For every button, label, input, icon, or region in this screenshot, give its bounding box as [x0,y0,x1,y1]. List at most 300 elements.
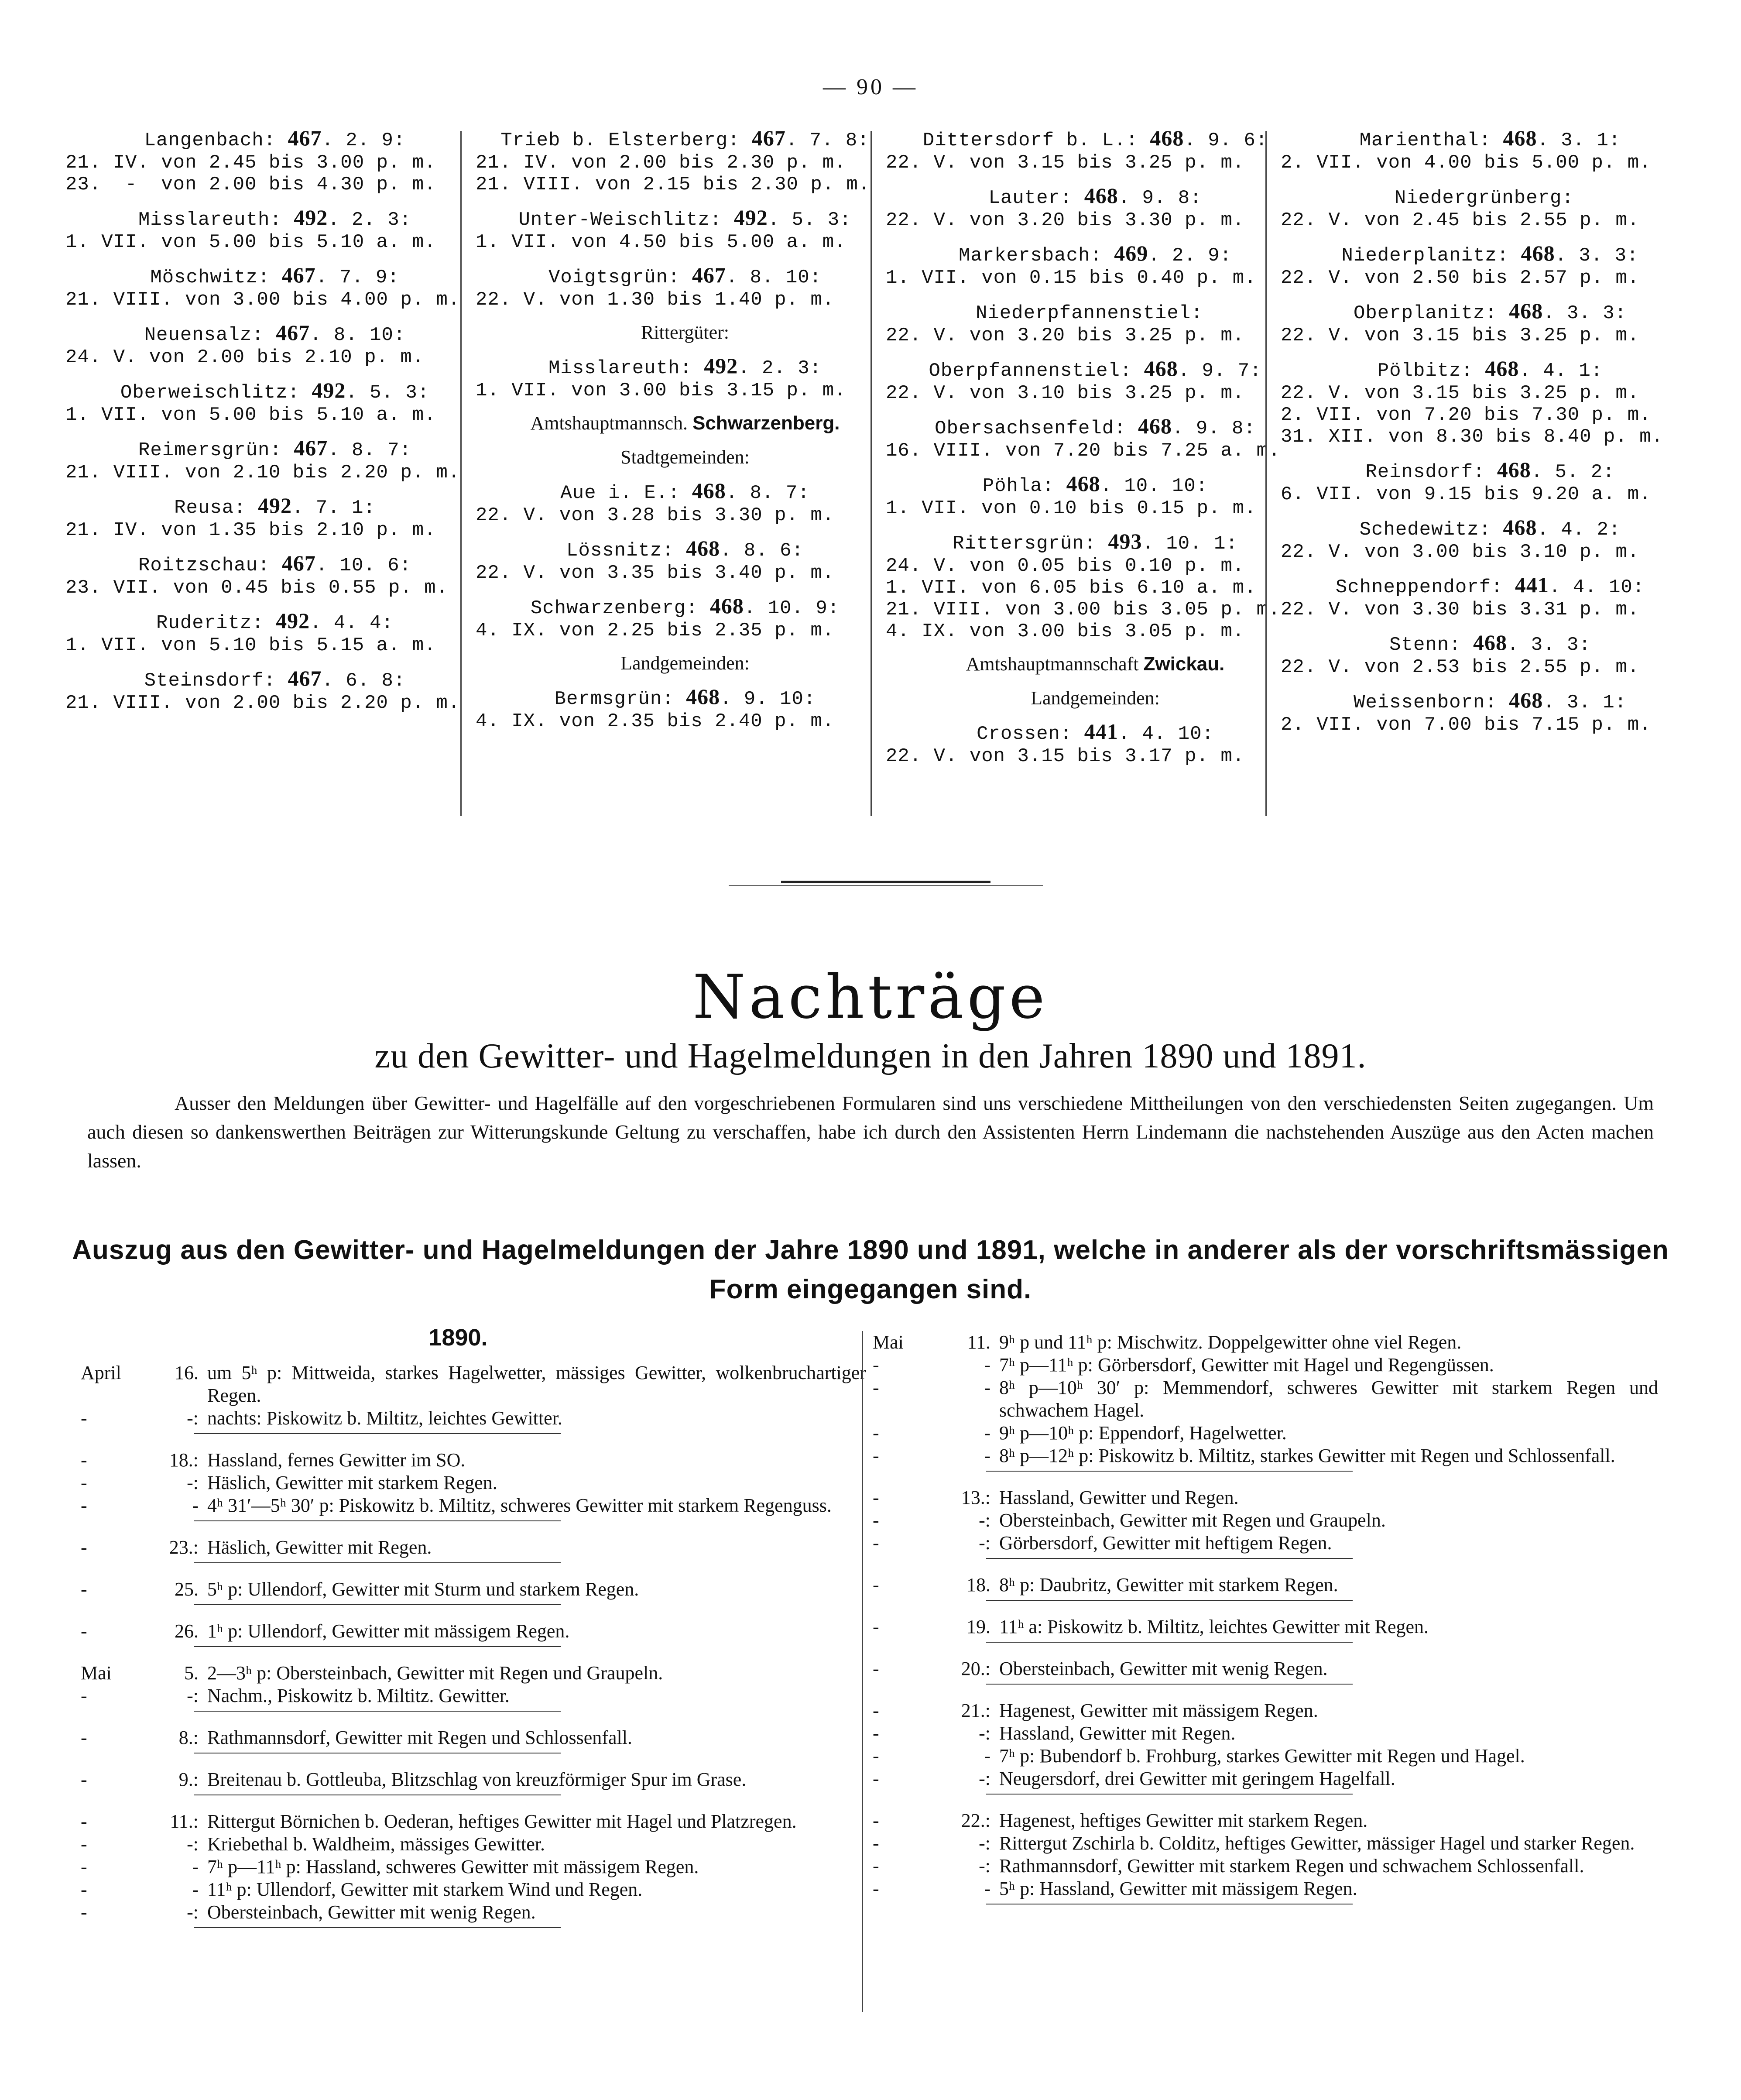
map-sheet-number: 468 [1066,471,1100,496]
time-record: 22. V. von 3.20 bis 3.30 p. m. [886,209,1245,231]
map-sheet-number: 492 [294,205,328,230]
report-day: - [192,1495,199,1516]
time-record: 6. VII. von 9.15 bis 9.20 a. m. [1281,484,1652,505]
place-name: Reinsdorf: [1365,461,1485,483]
place-name: Steinsdorf: [144,670,276,692]
place-line [65,609,484,635]
report-text: nachts: Piskowitz b. Miltitz, leichtes Gewitter. [207,1407,562,1429]
report-month: - [81,1901,87,1923]
register-entry [65,264,484,311]
grid-reference: . 2. 3: [738,357,822,379]
report-text: 9ʰ p und 11ʰ p: Mischwitz. Doppelgewitter ohne viel Regen. [999,1331,1462,1353]
place-line [476,594,894,620]
register-entry [886,472,1305,519]
register-entry [886,720,1305,767]
report-text: Obersteinbach, Gewitter mit wenig Regen. [999,1658,1328,1679]
column-rule [1265,131,1267,816]
time-record: 22. V. von 3.35 bis 3.40 p. m. [476,562,835,584]
time-record: 21. IV. von 2.00 bis 2.30 p. m. [476,152,847,174]
map-sheet-number: 468 [1144,356,1178,381]
place-name: Niederplanitz: [1341,245,1509,267]
report-day: 20.: [961,1658,990,1679]
grid-reference: . 3. 1: [1543,692,1627,714]
register-entry [886,127,1305,174]
report-text: um 5ʰ p: Mittweida, starkes Hagelwetter, mässiges Gewitter, wolkenbruchartiger Regen. [207,1362,866,1406]
time-record: 22. V. von 3.00 bis 3.10 p. m. [1281,541,1640,563]
report-group [873,1657,1658,1685]
register-column-3 [886,127,1305,829]
report-group [81,1768,866,1795]
report-month: - [81,1449,87,1471]
time-record: 22. V. von 2.45 bis 2.55 p. m. [1281,209,1640,231]
report-text: Kriebethal b. Waldheim, mässiges Gewitter. [207,1833,545,1855]
place-name: Aue i. E.: [560,482,680,504]
place-line [65,321,484,347]
report-day: - [984,1354,990,1376]
map-sheet-number: 492 [312,378,346,402]
place-line [886,530,1305,555]
time-record: 31. XII. von 8.30 bis 8.40 p. m. [1281,426,1663,448]
map-sheet-number: 467 [294,436,328,460]
time-record: 4. IX. von 3.00 bis 3.05 p. m. [886,621,1245,642]
subsection-label: Landgemeinden: [1031,687,1160,709]
report-line [81,1833,866,1856]
grid-reference: . 2. 9: [1148,245,1232,267]
place-line [886,415,1305,440]
report-day: 18. [966,1574,990,1596]
time-record: 22. V. von 3.28 bis 3.30 p. m. [476,504,835,526]
report-month: - [81,1472,87,1493]
report-day: -: [187,1901,199,1923]
report-month: - [873,1768,879,1789]
report-day: 25. [175,1578,199,1600]
report-month: - [81,1495,87,1516]
report-text: 4ʰ 31′—5ʰ 30′ p: Piskowitz b. Miltitz, schweres Gewitter mit starkem Regenguss. [207,1495,832,1516]
report-text: Rittergut Zschirla b. Colditz, heftiges Gewitter, mässiger Hagel und starker Regen. [999,1832,1635,1854]
report-line [873,1486,1658,1509]
place-line [886,357,1305,382]
report-line [81,1578,866,1601]
report-text: Rittergut Börnichen b. Oederan, heftiges Gewitter mit Hagel und Platzregen. [207,1811,797,1832]
time-record: 22. V. von 3.30 bis 3.31 p. m. [1281,599,1640,621]
report-day: 18.: [169,1449,199,1471]
time-record: 21. VIII. von 2.15 bis 2.30 p. m. [476,174,870,196]
register-entry [65,379,484,426]
report-line [873,1745,1658,1767]
time-record: 1. VII. von 0.10 bis 0.15 p. m. [886,498,1257,519]
register-entry [886,415,1305,462]
report-month: - [81,1537,87,1558]
report-day: 5. [184,1662,199,1684]
group-rule [194,1520,561,1521]
place-name: Schwarzenberg: [530,597,698,619]
report-day: 23.: [169,1537,199,1558]
place-line [1281,458,1700,484]
report-day: -: [979,1510,990,1531]
report-line [81,1685,866,1707]
report-month: - [873,1700,879,1721]
report-month: - [81,1879,87,1900]
grid-reference: . 5. 2: [1531,461,1615,483]
report-group [873,1809,1658,1904]
report-text: Nachm., Piskowitz b. Miltitz. Gewitter. [207,1685,510,1706]
map-sheet-number: 467 [281,263,316,287]
report-month: - [873,1745,879,1767]
place-line [886,127,1305,152]
report-text: Hagenest, heftiges Gewitter mit starkem Regen. [999,1810,1368,1831]
report-month: - [873,1855,879,1877]
report-day: - [984,1377,990,1398]
report-text: 2—3ʰ p: Obersteinbach, Gewitter mit Regen und Graupeln. [207,1662,663,1684]
map-sheet-number: 468 [1503,515,1537,539]
grid-reference: . 3. 3: [1543,302,1627,324]
time-record: 21. VIII. von 3.00 bis 3.05 p. m. [886,599,1281,621]
report-month: - [873,1810,879,1831]
map-sheet-number: 492 [704,353,738,378]
grid-reference: . 3. 1: [1537,130,1621,151]
report-day: 9.: [178,1769,199,1790]
grid-reference: . 10. 6: [315,555,412,576]
report-month: Mai [873,1331,904,1353]
report-text: 7ʰ p—11ʰ p: Hassland, schweres Gewitter mit mässigem Regen. [207,1856,699,1877]
place-name: Oberpfannenstiel: [929,360,1132,382]
report-line [873,1722,1658,1745]
report-text: 9ʰ p—10ʰ p: Eppendorf, Hagelwetter. [999,1422,1287,1444]
time-record: 2. VII. von 7.20 bis 7.30 p. m. [1281,404,1652,426]
report-text: Hagenest, Gewitter mit mässigem Regen. [999,1700,1318,1721]
group-rule [986,1642,1353,1643]
place-name: Reusa: [174,497,246,519]
place-line [476,479,894,504]
report-line [873,1657,1658,1680]
report-line [873,1509,1658,1532]
page-subtitle: zu den Gewitter- und Hagelmeldungen in den Jahren 1890 und 1891. [374,1037,1367,1075]
grid-reference: . 5. 3: [768,209,852,231]
place-line [65,206,484,231]
report-group [873,1616,1658,1643]
report-line [81,1620,866,1643]
district-heading [476,412,894,435]
report-day: -: [979,1855,990,1877]
report-month: - [873,1487,879,1508]
report-line [873,1445,1658,1467]
report-day: 8.: [178,1727,199,1748]
section-divider [781,881,990,883]
report-month: - [81,1685,87,1706]
time-record: 22. V. von 3.15 bis 3.17 p. m. [886,745,1245,767]
subsection-label: Landgemeinden: [620,652,750,674]
report-group [81,1726,866,1753]
report-text: 5ʰ p: Hassland, Gewitter mit mässigem Regen. [999,1878,1357,1899]
report-text: Hassland, Gewitter mit Regen. [999,1723,1236,1744]
grid-reference: . 4. 4: [310,612,394,634]
place-name: Crossen: [977,723,1073,745]
report-day: 21.: [961,1700,990,1721]
report-day: - [192,1879,199,1900]
map-sheet-number: 468 [686,536,720,560]
report-month: - [873,1832,879,1854]
register-entry [65,552,484,599]
map-sheet-number: 468 [1150,127,1184,150]
register-entry [65,609,484,656]
report-day: 13.: [961,1487,990,1508]
report-group [81,1662,866,1712]
report-line [81,1810,866,1833]
report-day: - [984,1422,990,1444]
place-line [476,264,894,289]
place-line [1281,689,1700,714]
place-line [65,667,484,692]
time-record: 21. VIII. von 3.00 bis 4.00 p. m. [65,289,460,311]
place-name: Langenbach: [144,130,276,151]
register-entry [476,206,894,253]
register-column-2 [476,127,894,829]
place-name: Trieb b. Elsterberg: [500,130,740,151]
grid-reference: . 9. 8: [1172,418,1256,439]
place-name: Voigtsgrün: [548,267,680,288]
subsection-label: Stadtgemeinden: [620,446,750,468]
register-column-4 [1281,127,1700,829]
map-sheet-number: 468 [1473,630,1507,655]
report-line [873,1532,1658,1554]
time-record: 22. V. von 3.20 bis 3.25 p. m. [886,325,1245,347]
report-group [81,1362,866,1434]
district-prefix: Amtshauptmannsch. [530,412,693,434]
grid-reference: . 6. 8: [322,670,406,692]
map-sheet-number: 493 [1108,529,1142,553]
report-day: - [984,1445,990,1466]
group-rule [194,1646,561,1647]
place-line [886,720,1305,745]
time-record: 4. IX. von 2.25 bis 2.35 p. m. [476,620,835,642]
place-line [1281,573,1700,599]
register-entry [1281,516,1700,563]
grid-reference: . 9. 8: [1118,187,1202,209]
grid-reference: . 2. 9: [322,130,406,151]
map-sheet-number: 469 [1114,241,1148,265]
place-name: Stenn: [1389,634,1461,656]
place-name: Pöhla: [982,475,1055,497]
grid-reference: . 8. 10: [310,324,406,346]
place-name: Oberplanitz: [1353,302,1497,324]
place-name: Oberweischlitz: [120,382,300,404]
time-record: 24. V. von 0.05 bis 0.10 p. m. [886,555,1245,577]
place-name: Reimersgrün: [138,439,282,461]
report-group [81,1578,866,1605]
time-record: 23. - von 2.00 bis 4.30 p. m. [65,174,436,196]
time-record: 1. VII. von 6.05 bis 6.10 a. m. [886,577,1257,599]
place-name: Pölbitz: [1377,360,1473,382]
report-month: - [81,1811,87,1832]
district-heading [886,653,1305,676]
grid-reference: . 10. 9: [744,597,840,619]
report-line [81,1494,866,1517]
grid-reference: . 2. 3: [328,209,412,231]
report-month: April [81,1362,121,1383]
column-rule [862,1331,863,2012]
place-line [1281,299,1700,325]
place-name: Neuensalz: [144,324,264,346]
report-line [873,1574,1658,1596]
register-entry [1281,299,1700,347]
group-rule [194,1433,561,1434]
report-day: - [984,1745,990,1767]
report-month: - [873,1422,879,1444]
report-line [81,1362,866,1407]
report-month: - [873,1658,879,1679]
register-entry [65,436,484,484]
map-sheet-number: 468 [1509,688,1543,712]
place-line [886,472,1305,498]
time-record: 21. VIII. von 2.00 bis 2.20 p. m. [65,692,460,714]
intro-paragraph: Ausser den Meldungen über Gewitter- und Hagelfälle auf den vorgeschriebenen Formularen sind uns verschiedene Mittheilungen von den verschiedensten Seiten zugegangen. Um auch diesen so dankenswerthen Beiträgen zur Witterungskunde Geltung zu verschaffen, habe ich durch den Assistenten Herrn Lindemann die nachstehenden Auszüge aus den Acten machen lassen. [87,1092,1654,1172]
time-record: 22. V. von 3.15 bis 3.25 p. m. [1281,325,1640,347]
time-record: 21. VIII. von 2.10 bis 2.20 p. m. [65,462,460,484]
time-record: 2. VII. von 4.00 bis 5.00 p. m. [1281,152,1652,174]
report-day: 26. [175,1620,199,1642]
register-entry [476,127,894,196]
group-rule [194,1711,561,1712]
place-line [65,379,484,404]
report-group [81,1620,866,1647]
report-line [81,1901,866,1924]
register-entry [476,537,894,584]
place-line [65,127,484,152]
place-name: Unter-Weischlitz: [518,209,722,231]
report-month: - [873,1723,879,1744]
column-rule [460,131,462,816]
time-record: 24. V. von 2.00 bis 2.10 p. m. [65,347,425,368]
register-entry [1281,127,1700,174]
report-text: Breitenau b. Gottleuba, Blitzschlag von kreuzförmiger Spur im Grase. [207,1769,747,1790]
report-line [873,1832,1658,1855]
report-day: -: [979,1832,990,1854]
report-text: Görbersdorf, Gewitter mit heftigem Regen. [999,1532,1332,1554]
report-month: - [81,1620,87,1642]
report-text: 11ʰ a: Piskowitz b. Miltitz, leichtes Gewitter mit Regen. [999,1616,1429,1637]
register-column-1 [65,127,484,829]
group-rule [194,1927,561,1928]
report-month: Mai [81,1662,112,1684]
time-record: 1. VII. von 5.00 bis 5.10 a. m. [65,404,436,426]
register-entry [1281,689,1700,736]
report-group [81,1810,866,1928]
time-record: 2. VII. von 7.00 bis 7.15 p. m. [1281,714,1652,736]
place-name: Niederpfannenstiel: [975,302,1203,324]
report-line [873,1331,1658,1354]
map-sheet-number: 492 [276,608,310,633]
register-entry [476,264,894,311]
time-record: 21. IV. von 2.45 bis 3.00 p. m. [65,152,436,174]
time-record: 22. V. von 3.15 bis 3.25 p. m. [886,152,1245,174]
place-name: Obersachsenfeld: [935,418,1126,439]
place-line [886,242,1305,267]
report-text: 8ʰ p—12ʰ p: Piskowitz b. Miltitz, starkes Gewitter mit Regen und Schlossenfall. [999,1445,1615,1466]
group-rule [986,1600,1353,1601]
place-name: Weissenborn: [1353,692,1497,714]
report-month: - [81,1578,87,1600]
excerpt-column-left [81,1362,866,2034]
time-record: 1. VII. von 4.50 bis 5.00 a. m. [476,231,847,253]
place-line [65,436,484,462]
page-number: — 90 — [823,75,918,100]
report-day: 11.: [170,1811,199,1832]
report-text: 5ʰ p: Ullendorf, Gewitter mit Sturm und starkem Regen. [207,1578,639,1600]
time-record: 1. VII. von 5.00 bis 5.10 a. m. [65,231,436,253]
register-entry [476,479,894,526]
report-text: Hassland, fernes Gewitter im SO. [207,1449,466,1471]
report-text: 1ʰ p: Ullendorf, Gewitter mit mässigem Regen. [207,1620,570,1642]
group-rule [986,1471,1353,1472]
place-line [1281,184,1700,209]
register-entry [65,127,484,196]
report-month: - [873,1377,879,1398]
map-sheet-number: 468 [1485,356,1519,381]
place-line [1281,242,1700,267]
time-record: 1. VII. von 5.10 bis 5.15 a. m. [65,635,436,656]
report-text: 8ʰ p: Daubritz, Gewitter mit starkem Regen. [999,1574,1338,1596]
time-record: 1. VII. von 3.00 bis 3.15 p. m. [476,380,847,401]
place-name: Schneppendorf: [1335,576,1503,598]
map-sheet-number: 468 [1521,241,1555,265]
register-entry [1281,573,1700,621]
report-text: Häslich, Gewitter mit Regen. [207,1537,432,1558]
register-entry [1281,631,1700,678]
map-sheet-number: 492 [733,205,768,230]
grid-reference: . 7. 1: [292,497,376,519]
district-prefix: Amtshauptmannschaft [966,653,1144,675]
time-record: 4. IX. von 2.35 bis 2.40 p. m. [476,710,835,732]
excerpt-heading: Auszug aus den Gewitter- und Hagelmeldungen der Jahre 1890 und 1891, welche in anderer als der vorschriftsmässigen Form eingegangen sind. [72,1235,1669,1304]
map-sheet-number: 468 [1503,127,1537,150]
year-heading: 1890. [428,1325,488,1351]
group-rule [986,1684,1353,1685]
grid-reference: . 3. 3: [1555,245,1639,267]
report-line [81,1407,866,1430]
report-text: Rathmannsdorf, Gewitter mit starkem Regen und schwachem Schlossenfall. [999,1855,1584,1877]
map-sheet-number: 468 [1497,457,1531,482]
report-line [81,1768,866,1791]
report-month: - [81,1407,87,1429]
report-day: -: [187,1472,199,1493]
grid-reference: . 9. 7: [1178,360,1262,382]
place-name: Niedergrünberg: [1394,187,1574,209]
report-group [81,1449,866,1521]
place-name: Rittersgrün: [953,533,1097,555]
place-line [476,685,894,710]
report-day: -: [187,1833,199,1855]
grid-reference: . 4. 2: [1537,519,1621,541]
place-line [476,537,894,562]
report-day: - [984,1878,990,1899]
report-month: - [873,1878,879,1899]
report-day: -: [187,1685,199,1706]
report-month: - [873,1574,879,1596]
report-month: - [81,1856,87,1877]
place-name: Lauter: [988,187,1073,209]
report-month: - [873,1445,879,1466]
report-text: 7ʰ p—11ʰ p: Görbersdorf, Gewitter mit Hagel und Regengüssen. [999,1354,1494,1376]
report-line [873,1376,1658,1422]
report-group [873,1331,1658,1472]
register-entry [65,494,484,541]
place-name: Dittersdorf b. L.: [922,130,1138,151]
place-name: Ruderitz: [156,612,264,634]
report-line [81,1726,866,1749]
report-day: -: [979,1723,990,1744]
district-name: Schwarzenberg. [692,412,840,434]
place-name: Marienthal: [1359,130,1491,151]
